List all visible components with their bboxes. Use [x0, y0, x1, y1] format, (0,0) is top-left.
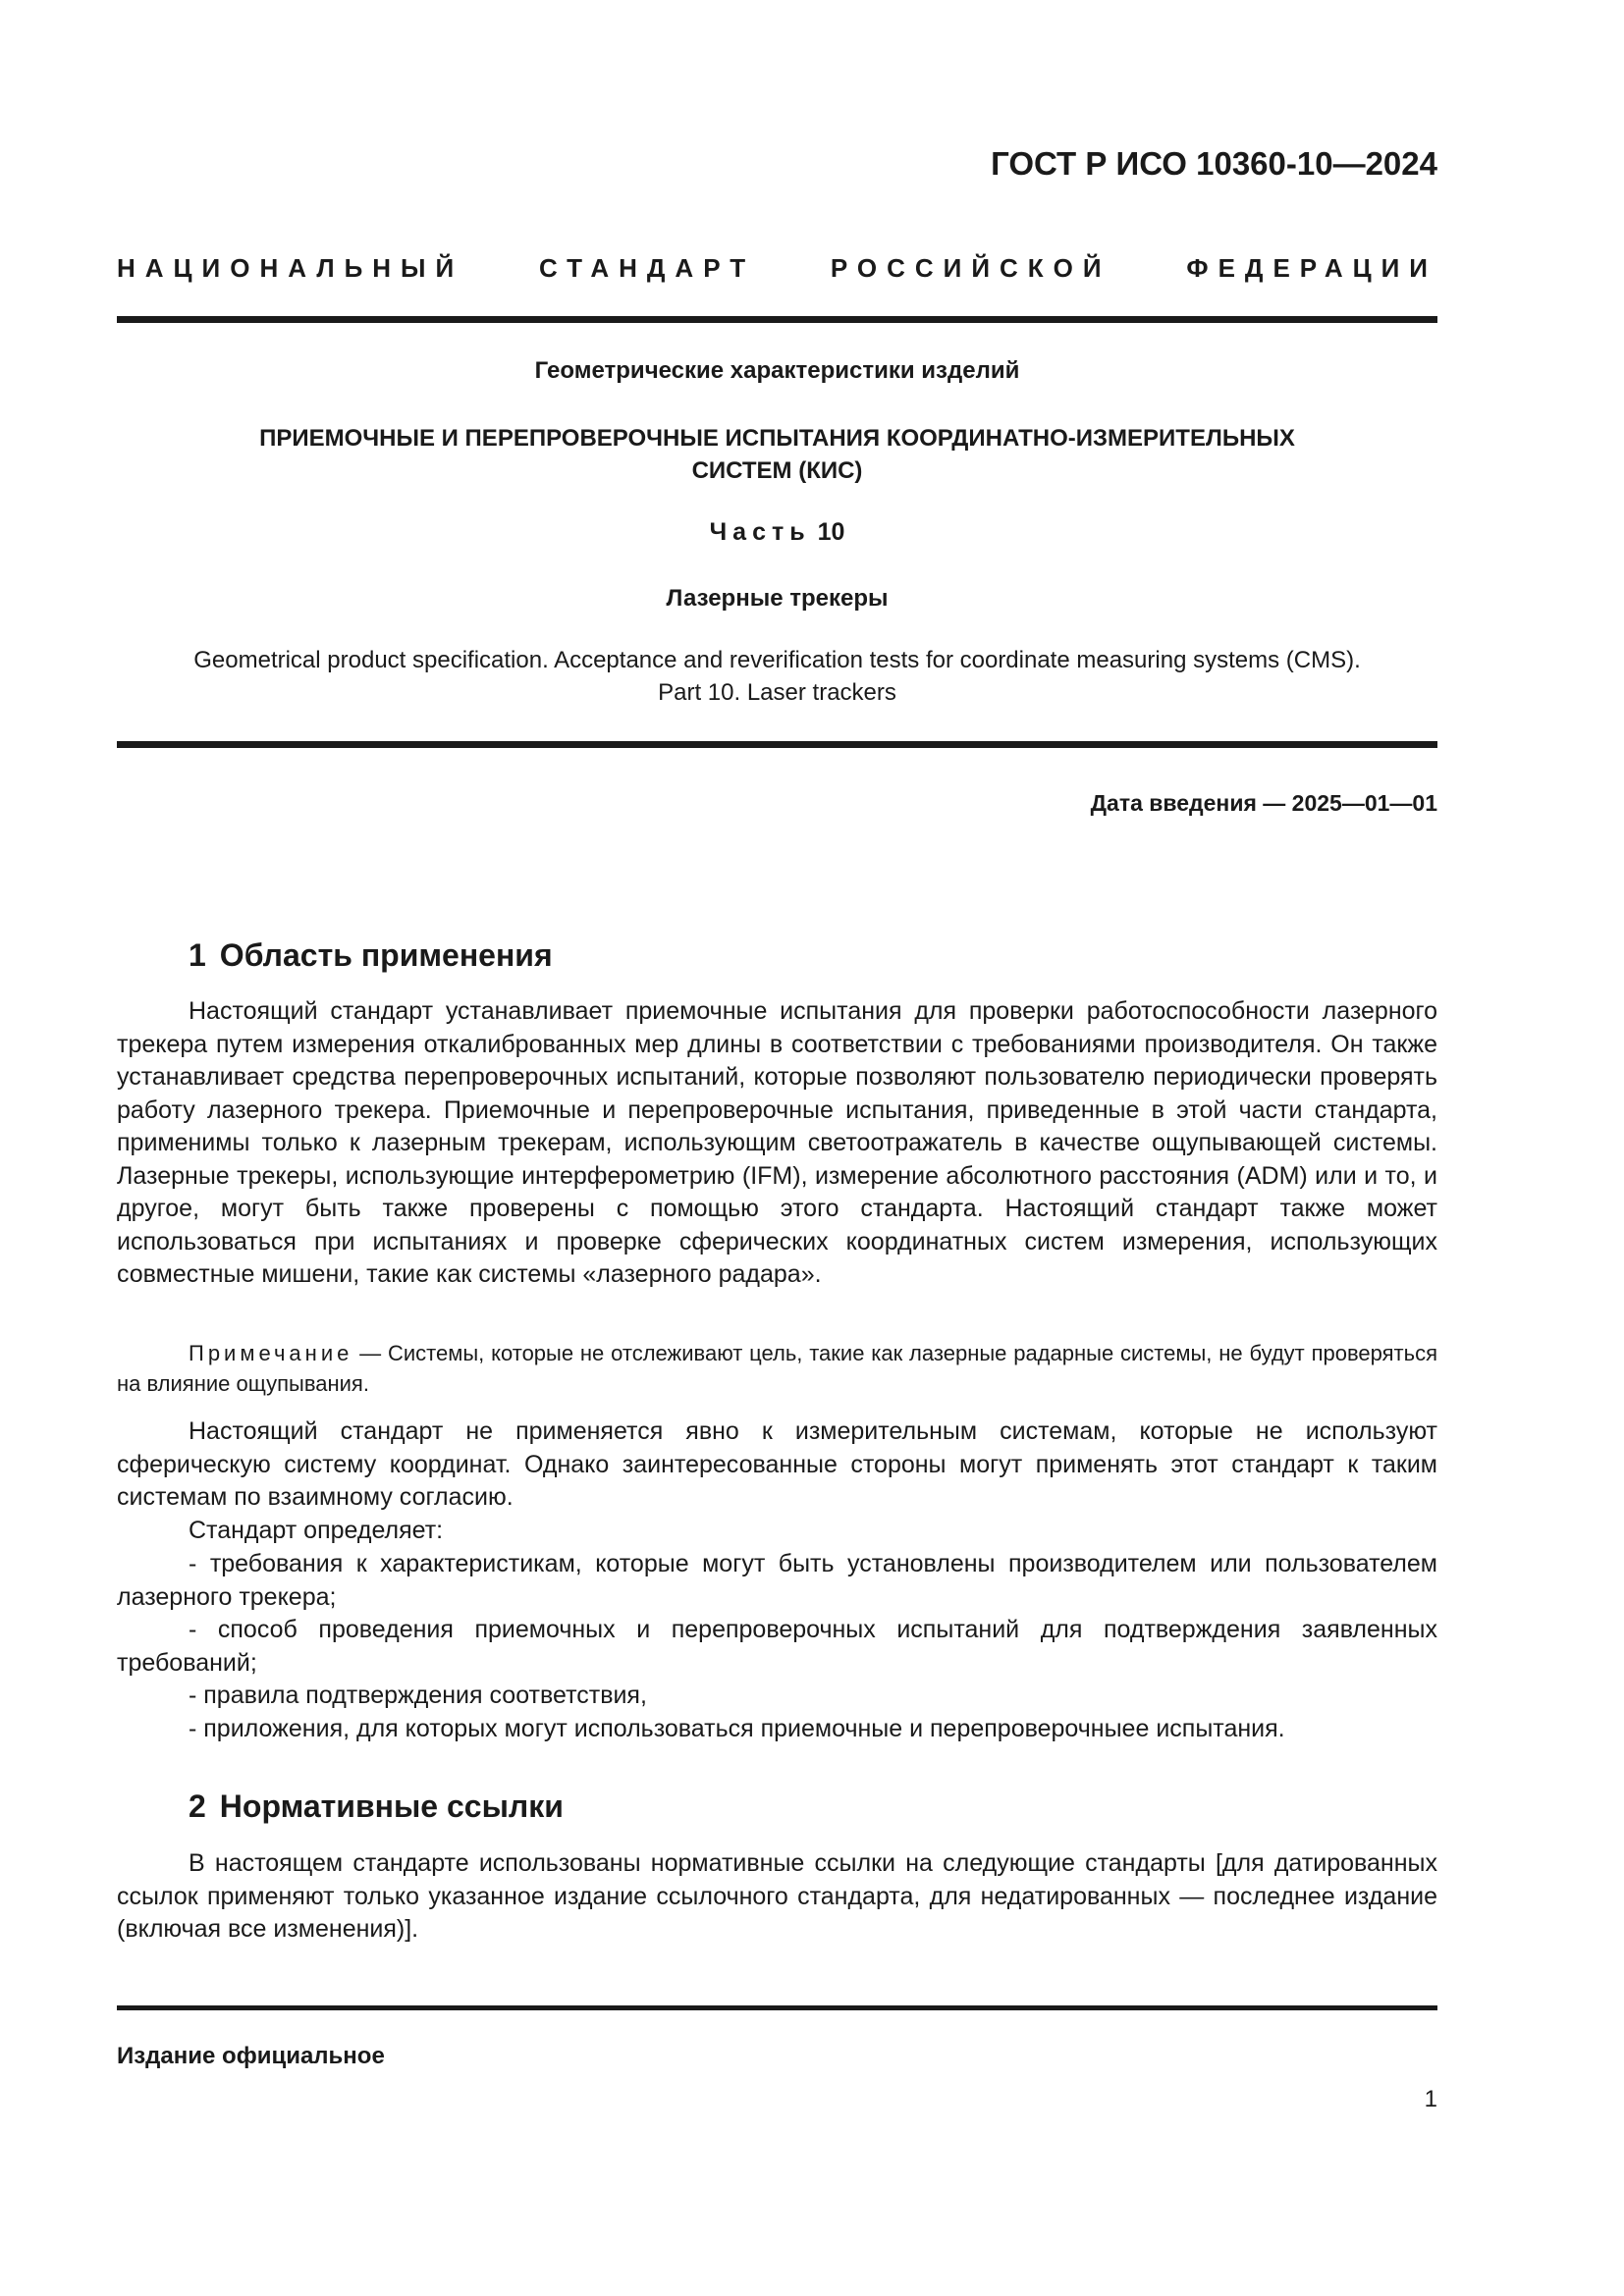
official-edition-label: Издание официальное: [117, 2043, 385, 2069]
requirements-list: [117, 1548, 1437, 1745]
note-text: — Системы, которые не отслеживают цель, такие как лазерные радарные системы, не будут проверяться на влияние ощупывания.: [117, 1341, 1437, 1396]
part-number: 10: [817, 518, 845, 546]
section-2-title: Нормативные ссылки: [219, 1789, 564, 1824]
list-item: - приложения, для которых могут использоваться приемочные и перепроверочныее испытания.: [189, 1714, 1285, 1742]
list-item: - правила подтверждения соответствия,: [189, 1682, 647, 1709]
page-number: 1: [1424, 2086, 1437, 2112]
english-title-line-2: Part 10. Laser trackers: [658, 679, 896, 706]
title-divider: [117, 741, 1437, 748]
section-1-note: [117, 1338, 1437, 1399]
group-title: Геометрические характеристики изделий: [534, 357, 1020, 384]
top-divider: [117, 316, 1437, 323]
part-word: Часть: [709, 518, 811, 546]
section-2-number: 2: [189, 1789, 206, 1824]
section-2-heading: [189, 1789, 564, 1825]
english-title-line-1: Geometrical product specification. Acceptance and reverification tests for coordinate measuring systems (CMS).: [193, 647, 1361, 673]
document-page: [117, 0, 1437, 2296]
list-item: - требования к характеристикам, которые могут быть установлены производителем или пользователем лазерного трекера;: [117, 1550, 1437, 1611]
main-title-line-1: ПРИЕМОЧНЫЕ И ПЕРЕПРОВЕРОЧНЫЕ ИСПЫТАНИЯ КООРДИНАТНО-ИЗМЕРИТЕЛЬНЫХ: [259, 425, 1295, 452]
english-title: [117, 644, 1437, 709]
standard-banner: НАЦИОНАЛЬНЫЙ СТАНДАРТ РОССИЙСКОЙ ФЕДЕРАЦИИ: [117, 253, 1437, 283]
main-title: [117, 422, 1437, 487]
list-item: - способ проведения приемочных и перепроверочных испытаний для подтверждения заявленных требований;: [117, 1616, 1437, 1677]
introduction-date: Дата введения — 2025—01—01: [1090, 790, 1437, 816]
section-1-heading: [189, 937, 553, 974]
section-1-paragraph-2: Настоящий стандарт не применяется явно к измерительным системам, которые не используют сферическую систему координат. Однако заинтересованные стороны могут применять этот стандарт к таким системам по взаимному согласию.: [117, 1417, 1437, 1511]
footer-divider: [117, 2005, 1437, 2010]
main-title-line-2: СИСТЕМ (КИС): [691, 457, 863, 484]
section-1-number: 1: [189, 937, 206, 973]
section-1-paragraph-1: Настоящий стандарт устанавливает приемочные испытания для проверки работоспособности лазерного трекера путем измерения откалиброванных мер длины в соответствии с требованиями производителя. Он также устанавливает средства перепроверочных испытаний, которые позволяют пользователю периодически проверять работу лазерного трекера. Приемочные и перепроверочные испытания, приведенные в этой части стандарта, применимы только к лазерным трекерам, использующим светоотражатель в качестве ощупывающей системы. Лазерные трекеры, использующие интерферометрию (IFM), измерение абсолютного расстояния (ADM) или и то, и другое, могут быть также проверены с помощью этого стандарта. Настоящий стандарт также может использоваться при испытаниях и проверке сферических координатных систем измерения, использующих совместные мишени, такие как системы «лазерного радара».: [117, 997, 1437, 1288]
document-number: ГОСТ Р ИСО 10360-10—2024: [991, 145, 1437, 182]
subtitle: Лазерные трекеры: [666, 585, 889, 612]
list-intro: Стандарт определяет:: [189, 1517, 444, 1544]
section-2-paragraph-1: В настоящем стандарте использованы нормативные ссылки на следующие стандарты [для датированных ссылок применяют только указанное издание ссылочного стандарта, для недатированных — последнее издание (включая все изменения)].: [117, 1849, 1437, 1943]
note-label: Примечание: [189, 1341, 353, 1365]
section-1-title: Область применения: [219, 937, 553, 973]
part-label: [117, 518, 1437, 547]
